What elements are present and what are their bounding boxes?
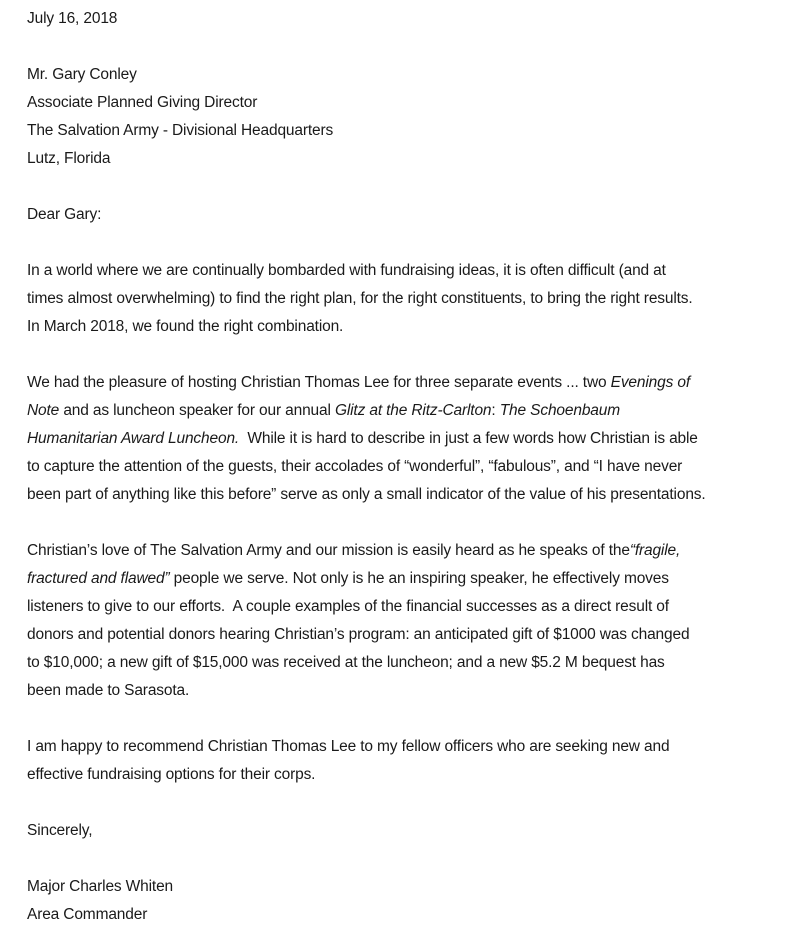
- paragraph-line: In March 2018, we found the right combination.: [27, 318, 344, 335]
- text-run: Christian’s love of The Salvation Army and our mission is easily heard as he speaks of the: [27, 542, 630, 559]
- italic-run: The Schoenbaum: [499, 402, 620, 419]
- recipient-block: [27, 61, 767, 173]
- spacer: [27, 33, 767, 61]
- recipient-title: Associate Planned Giving Director: [27, 94, 258, 111]
- paragraph-4: [27, 733, 767, 789]
- italic-run: Glitz at the Ritz-Carlton: [334, 402, 492, 419]
- paragraph-line: been made to Sarasota.: [27, 682, 190, 699]
- italic-run: Evenings of: [610, 374, 690, 391]
- paragraph-line: listeners to give to our efforts. A couple examples of the financial successes as a direct result of: [27, 598, 669, 615]
- text-run: people we serve. Not only is he an inspiring speaker, he effectively moves: [169, 570, 669, 587]
- signature-block: [27, 873, 767, 929]
- closing: Sincerely,: [27, 822, 93, 839]
- paragraph-3: [27, 537, 767, 705]
- salutation: Dear Gary:: [27, 206, 102, 223]
- paragraph-line: times almost overwhelming) to find the right plan, for the right constituents, to bring the right results.: [27, 290, 693, 307]
- italic-run: “fragile,: [629, 542, 681, 559]
- spacer: [27, 845, 767, 873]
- recipient-name: Mr. Gary Conley: [27, 66, 137, 83]
- paragraph-line: I am happy to recommend Christian Thomas Lee to my fellow officers who are seeking new and: [27, 738, 670, 755]
- paragraph-line: [27, 425, 767, 453]
- paragraph-line: [27, 369, 767, 397]
- signature-title: Area Commander: [27, 906, 148, 923]
- paragraph-line: donors and potential donors hearing Christian’s program: an anticipated gift of $1000 was changed: [27, 626, 690, 643]
- spacer: [27, 173, 767, 201]
- spacer: [27, 341, 767, 369]
- paragraph-line: been part of anything like this before” serve as only a small indicator of the value of his presentations.: [27, 486, 706, 503]
- paragraph-1: [27, 257, 767, 341]
- paragraph-line: In a world where we are continually bombarded with fundraising ideas, it is often difficult (and at: [27, 262, 666, 279]
- text-run: We had the pleasure of hosting Christian Thomas Lee for three separate events ... two: [27, 374, 611, 391]
- paragraph-line: to $10,000; a new gift of $15,000 was received at the luncheon; and a new $5.2 M bequest has: [27, 654, 665, 671]
- italic-run: Note: [27, 402, 60, 419]
- text-run: :: [491, 402, 500, 419]
- spacer: [27, 705, 767, 733]
- recipient-organization: The Salvation Army - Divisional Headquarters: [27, 122, 334, 139]
- paragraph-2: [27, 369, 767, 509]
- spacer: [27, 229, 767, 257]
- paragraph-line: effective fundraising options for their corps.: [27, 766, 316, 783]
- signature-name: Major Charles Whiten: [27, 878, 174, 895]
- letter: [27, 5, 767, 929]
- paragraph-line: [27, 565, 767, 593]
- spacer: [27, 509, 767, 537]
- paragraph-line: to capture the attention of the guests, their accolades of “wonderful”, “fabulous”, and “I have never: [27, 458, 683, 475]
- letter-date: July 16, 2018: [27, 10, 118, 27]
- text-run: While it is hard to describe in just a few words how Christian is able: [239, 430, 698, 447]
- paragraph-line: [27, 537, 767, 565]
- text-run: and as luncheon speaker for our annual: [59, 402, 335, 419]
- italic-run: Humanitarian Award Luncheon.: [27, 430, 240, 447]
- italic-run: fractured and flawed”: [27, 570, 170, 587]
- spacer: [27, 789, 767, 817]
- paragraph-line: [27, 397, 767, 425]
- recipient-location: Lutz, Florida: [27, 150, 111, 167]
